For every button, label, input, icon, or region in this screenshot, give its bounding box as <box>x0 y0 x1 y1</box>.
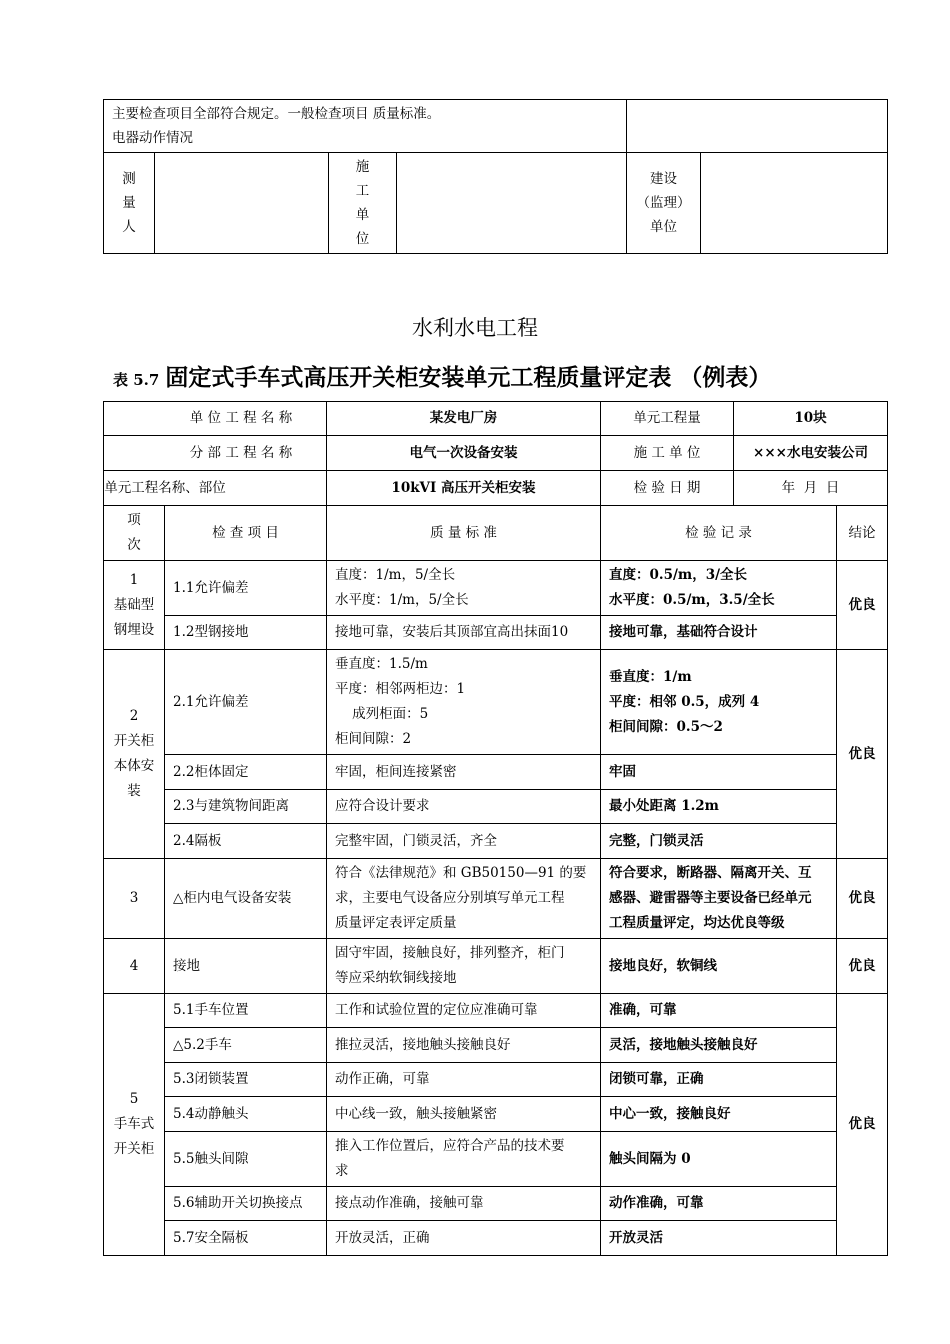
element-name: 10kVⅠ 高压开关柜安装 <box>327 471 601 506</box>
quality-standard-cell: 牢固，柜间连接紧密 <box>327 755 601 790</box>
group-item-no: 3 <box>104 859 165 939</box>
quality-standard-cell: 固守牢固，接触良好，排列整齐，柜门 等应采纳软铜线接地 <box>327 939 601 994</box>
check-item-cell: 1.1允许偏差 <box>165 561 327 616</box>
quality-standard-cell: 中心线一致，触头接触紧密 <box>327 1097 601 1132</box>
evaluation-table <box>103 401 888 1256</box>
check-item-cell: 2.1允许偏差 <box>165 650 327 755</box>
group-item-no: 1 基础型 钢埋设 <box>104 561 165 650</box>
quality-standard-cell: 工作和试验位置的定位应准确可靠 <box>327 994 601 1028</box>
table-row <box>104 824 888 859</box>
column-item-no: 项 次 <box>104 506 165 561</box>
table-row <box>104 755 888 790</box>
check-item-cell: 1.2型钢接地 <box>165 616 327 650</box>
table-row <box>104 616 888 650</box>
check-item-cell: 接地 <box>165 939 327 994</box>
table-row <box>104 1132 888 1187</box>
quality-standard-cell: 垂直度：1.5/m 平度：相邻两柜边：1 成列柜面：5 柜间间隙：2 <box>327 650 601 755</box>
inspection-date: 年 月 日 <box>781 479 840 496</box>
table-row <box>104 1221 888 1256</box>
conclusion-cell: 优良 <box>837 939 888 994</box>
table-name: 固定式手车式高压开关柜安装单元工程质量评定表 （例表） <box>165 364 772 391</box>
quality-standard-cell: 动作正确，可靠 <box>327 1063 601 1097</box>
quality-standard-cell: 接点动作准确，接触可靠 <box>327 1187 601 1221</box>
table-row <box>104 1028 888 1063</box>
inspection-record-cell: 最小处距离 1.2m <box>601 790 837 824</box>
inspection-record-cell: 中心一致，接触良好 <box>601 1097 837 1132</box>
construction-unit-signature <box>397 153 627 254</box>
check-item-cell: 5.1手车位置 <box>165 994 327 1028</box>
column-standard: 质 量 标 准 <box>327 506 601 561</box>
table-number: 表 5.7 <box>113 371 160 389</box>
inspection-record-cell: 触头间隔为 0 <box>601 1132 837 1187</box>
inspection-record-cell: 准确，可靠 <box>601 994 837 1028</box>
unit-quantity: 10块 <box>794 410 827 426</box>
summary-line-1: 主要检查项目全部符合规定。一般检查项目 质量标准。 <box>112 106 441 122</box>
check-item-cell: 5.4动静触头 <box>165 1097 327 1132</box>
check-item-cell: 5.6辅助开关切换接点 <box>165 1187 327 1221</box>
check-item-cell: 2.3与建筑物间距离 <box>165 790 327 824</box>
unit-project-name-label: 单 位 工 程 名 称 <box>104 402 327 436</box>
group-item-no: 5 手车式 开关柜 <box>104 994 165 1256</box>
sub-project-name-label: 分 部 工 程 名 称 <box>104 436 327 471</box>
check-item-cell: △柜内电气设备安装 <box>165 859 327 939</box>
table-row <box>104 939 888 994</box>
unit-quantity-label: 单元工程量 <box>601 402 734 435</box>
document-title: 水利水电工程 <box>412 316 538 340</box>
construction-unit-cell <box>601 436 888 471</box>
summary-cell <box>104 100 627 153</box>
check-item-cell: 5.7安全隔板 <box>165 1221 327 1256</box>
check-item-cell: △5.2手车 <box>165 1028 327 1063</box>
conclusion-cell: 优良 <box>837 859 888 939</box>
construction-unit-label: 施 工 单 位 <box>601 436 734 470</box>
inspection-record-cell: 牢固 <box>601 755 837 790</box>
inspection-record-cell: 动作准确，可靠 <box>601 1187 837 1221</box>
table-title <box>113 362 873 397</box>
table-row <box>104 790 888 824</box>
group-item-no: 2 开关柜 本体安 装 <box>104 650 165 859</box>
measure-person-signature <box>155 153 329 254</box>
conclusion-cell: 优良 <box>837 994 888 1256</box>
signature-table <box>103 99 888 254</box>
inspection-record-cell: 开放灵活 <box>601 1221 837 1256</box>
quality-standard-cell: 应符合设计要求 <box>327 790 601 824</box>
construction-unit: ×××水电安装公司 <box>753 444 868 461</box>
quality-standard-cell: 接地可靠，安装后其顶部宜高出抹面10 <box>327 616 601 650</box>
inspection-record-cell: 灵活，接地触头接触良好 <box>601 1028 837 1063</box>
quality-standard-cell: 完整牢固，门锁灵活，齐全 <box>327 824 601 859</box>
owner-unit-sign-label: 建设 （监理） 单位 <box>627 153 701 254</box>
inspection-record-cell: 完整，门锁灵活 <box>601 824 837 859</box>
column-conclusion: 结论 <box>837 506 888 561</box>
inspection-record-cell: 符合要求，断路器、隔离开关、互 感器、避雷器等主要设备已经单元 工程质量评定，均达优良等级 <box>601 859 837 939</box>
table-row <box>104 859 888 939</box>
table-row <box>104 650 888 755</box>
quality-standard-cell: 符合《法律规范》和 GB50150—91 的要 求，主要电气设备应分别填写单元工程 质量评定表评定质量 <box>327 859 601 939</box>
sub-project-name: 电气一次设备安装 <box>327 436 601 471</box>
column-check-item: 检 查 项 目 <box>165 506 327 561</box>
unit-quantity-cell <box>601 402 888 436</box>
element-name-label: 单元工程名称、部位 <box>104 471 327 506</box>
summary-line-2: 电器动作情况 <box>112 130 193 146</box>
summary-blank-cell <box>627 100 888 153</box>
check-item-cell: 2.4隔板 <box>165 824 327 859</box>
inspection-record-cell: 接地良好，软铜线 <box>601 939 837 994</box>
table-row <box>104 1187 888 1221</box>
quality-standard-cell: 开放灵活，正确 <box>327 1221 601 1256</box>
inspection-record-cell: 直度：0.5/m，3/全长 水平度：0.5/m，3.5/全长 <box>601 561 837 616</box>
conclusion-cell: 优良 <box>837 561 888 650</box>
owner-unit-signature <box>701 153 888 254</box>
quality-standard-cell: 推拉灵活，接地触头接触良好 <box>327 1028 601 1063</box>
quality-standard-cell: 直度：1/m，5/全长 水平度：1/m，5/全长 <box>327 561 601 616</box>
check-item-cell: 5.3闭锁装置 <box>165 1063 327 1097</box>
check-item-cell: 2.2柜体固定 <box>165 755 327 790</box>
table-row <box>104 1063 888 1097</box>
inspection-record-cell: 垂直度：1/m 平度：相邻 0.5，成列 4 柜间间隙：0.5～2 <box>601 650 837 755</box>
check-item-cell: 5.5触头间隙 <box>165 1132 327 1187</box>
measure-person-label: 测 量 人 <box>104 153 155 254</box>
inspection-groups <box>104 561 888 1256</box>
inspection-record-cell: 闭锁可靠，正确 <box>601 1063 837 1097</box>
construction-unit-sign-label: 施 工 单 位 <box>329 153 397 254</box>
group-item-no: 4 <box>104 939 165 994</box>
table-row <box>104 561 888 616</box>
inspection-date-label: 检 验 日 期 <box>601 471 734 505</box>
quality-standard-cell: 推入工作位置后，应符合产品的技术要 求 <box>327 1132 601 1187</box>
unit-project-name: 某发电厂房 <box>327 402 601 436</box>
table-row <box>104 994 888 1028</box>
conclusion-cell: 优良 <box>837 650 888 859</box>
inspection-date-cell <box>601 471 888 506</box>
inspection-record-cell: 接地可靠，基础符合设计 <box>601 616 837 650</box>
table-row <box>104 1097 888 1132</box>
column-record: 检 验 记 录 <box>601 506 837 561</box>
